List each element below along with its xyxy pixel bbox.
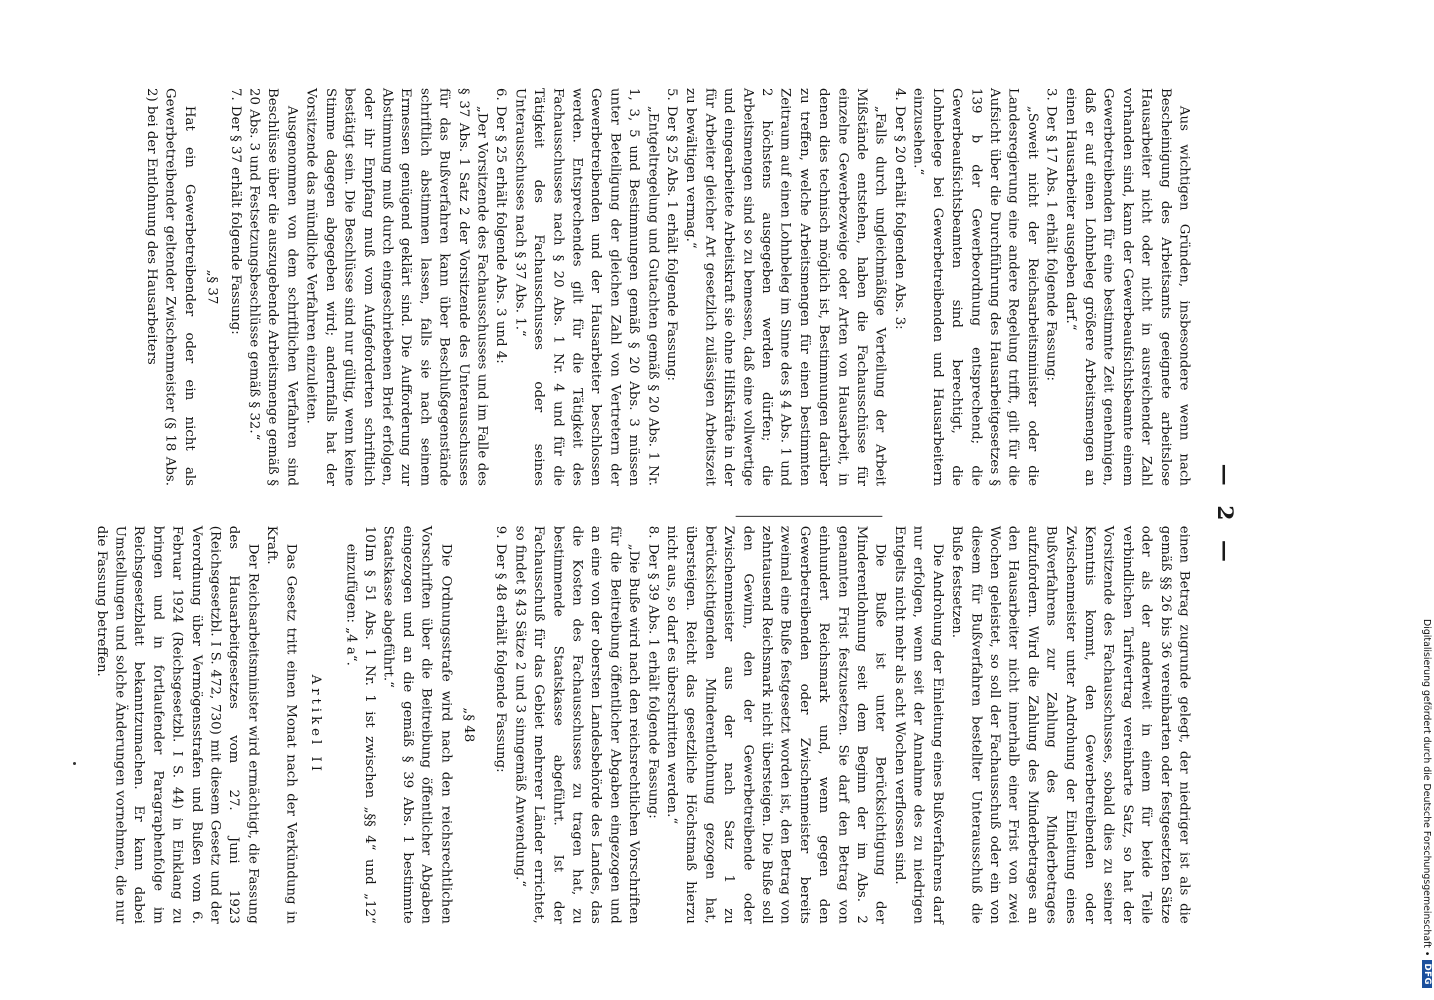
left-paragraph: Hat ein Gewerbetreibender oder ein nicht als Gewerbetreibender geltender Zwischenmeister (§ 18 Abs. 2) bei der Entlohnung des Hausarbeiters <box>144 88 197 486</box>
item-number: 5. <box>664 88 679 101</box>
dfg-logo: DFG <box>1422 960 1432 988</box>
item-text: Der § 25 Abs. 1 erhält folgende Fassung: <box>664 105 679 381</box>
item-number: 10. <box>362 525 377 547</box>
item-number: 8. <box>645 525 660 539</box>
item-text: Im § 51 Abs. 1 Nr. 1 ist zwischen „§§ 4“ und „12“ einzufügen: „4 a“. <box>343 543 377 924</box>
item-number: 7. <box>227 88 243 101</box>
item-number: 9. <box>493 525 509 539</box>
right-paragraph: Die Androhung der Einleitung eines Bußverfahrens darf nur erfolgen, wenn seit der Annahme des zu niedrigen Entgelts nicht mehr als acht Wochen verflossen sind. <box>892 525 945 924</box>
scan-speck <box>73 762 76 765</box>
item-number: 4. <box>892 88 907 101</box>
left-paragraph: „Falls durch ungleichmäßige Verteilung der Arbeit Mißstände entstehen, haben die Fachausschüsse für einzelne Gewerbezweige oder Arten von Hausarbeit, in denen dies technisch möglich ist, Bestimmungen darüber zu treffen, welche Arbeitsmengen für einen bestimmten Zeitraum auf einen Lohnbeleg im Sinne des § 4 Abs. 1 und 2 höchstens ausgegeben werden dürfen; die Arbeitsmengen sind so zu bemessen, daß eine vollwertige und eingearbeitete Arbeitskraft sie ohne Hilfskräfte in der für Arbeiter gleicher Art gesetzlich zulässigen Arbeitszeit zu bewältigen vermag.“ <box>683 88 888 486</box>
item-text: Der § 48 erhält folgende Fassung: <box>493 543 509 773</box>
page-number: — 2 — <box>1211 463 1238 568</box>
right-paragraph: Die Ordnungsstrafe wird nach den reichsrechtlichen Vorschriften über die Beitreibung öffentlicher Abgaben eingezogen und an die gemäß § 39 Abs. 1 bestimmte Staatskasse abgeführt.“ <box>380 525 453 924</box>
left-section-heading: „§ 37 <box>204 269 220 305</box>
left-numbered-item <box>890 88 909 486</box>
right-paragraph: einen Betrag zugrunde gelegt, der niedriger ist als die gemäß §§ 26 bis 36 vereinbarten oder festgesetzten Sätze oder als der anderweit in einem für beide Teile verbindlichen Tarifvertrag vereinbarte Satz, so hat der Vorsitzende des Fachausschusses, sobald dies zu seiner Kenntnis kommt, den Gewerbetreibenden oder Zwischenmeister unter Androhung der Einleitung eines Bußverfahrens zur Zahlung des Minderbetrages aufzufordern. Wird die Zahlung des Minderbetrages an den Hausarbeiter nicht innerhalb einer Frist von zwei Wochen geleistet, so soll der Fachausschuß oder ein von diesem für Bußverfahren bestellter Unterausschuß die Buße festsetzen. <box>948 525 1192 924</box>
column-divider <box>736 516 883 517</box>
right-paragraph: Das Gesetz tritt einen Monat nach der Verkündung in Kraft. <box>264 525 299 924</box>
right-column <box>91 526 1193 924</box>
item-number: 3. <box>1043 88 1059 101</box>
left-numbered-item <box>225 88 244 486</box>
item-text: Der § 37 erhält folgende Fassung: <box>227 105 243 335</box>
right-numbered-item <box>643 526 662 924</box>
funding-text: Digitalisierung gefördert durch die Deutsche Forschungsgemeinschaft • <box>1421 619 1433 957</box>
left-paragraph: „Soweit nicht der Reichsarbeitsminister oder die Landesregierung eine andere Regelung trifft, gilt für die Aufsicht über die Durchführung des Hausarbeitgesetzes § 139 b der Gewerbeordnung entsprechend; die Gewerbeaufsichtsbeamten sind berechtigt, die Lohnbelege bei Gewerbetreibenden und Hausarbeitern einzusehen.“ <box>911 88 1040 486</box>
item-text: Der § 25 erhält folgende Abs. 3 und 4: <box>493 105 509 364</box>
document-page <box>93 88 1254 944</box>
left-numbered-item <box>1042 88 1061 486</box>
right-numbered-item <box>341 526 379 924</box>
left-paragraph: Ausgenommen von dem schriftlichen Verfahren sind Beschlüsse über die auszugebende Arbeitsmenge gemäß § 20 Abs. 3 und Festsetzungsbeschlüsse gemäß § 32.“ <box>246 88 300 486</box>
page-header <box>1195 88 1254 944</box>
left-column <box>142 88 1194 486</box>
right-paragraph: Die Buße ist unter Berücksichtigung der Minderentlohnung seit dem Beginn der im Abs. 2 genannten Frist festzusetzen. Sie darf den Betrag von einhundert Reichsmark und, wenn gegen den Gewerbetreibenden oder Zwischenmeister bereits zweimal eine Buße festgesetzt worden ist, den Betrag von zehntausend Reichsmark nicht übersteigen. Die Buße soll den Gewinn, den der Gewerbetreibende oder Zwischenmeister aus der nach Satz 1 zu berücksichtigenden Minderentlohnung gezogen hat, übersteigen. Reicht das gesetzliche Höchstmaß hierzu nicht aus, so darf es überschritten werden.“ <box>664 525 888 924</box>
item-text: Der § 39 Abs. 1 erhält folgende Fassung: <box>645 543 660 819</box>
left-paragraph: „Der Vorsitzende des Fachausschusses und im Falle des § 37 Abs. 1 Satz 2 der Vorsitzende des Unterausschusses für das Bußverfahren kann über Beschlußgegenstände schriftlich abstimmen lassen, falls sie nach seinem Ermessen genügend geklärt sind. Die Aufforderung zur Abstimmung muß durch eingeschriebenen Brief erfolgen, oder ihr Empfang muß vom Aufgeforderten schriftlich bestätigt sein. Die Beschlüsse sind nur gültig, wenn keine Stimme dagegen abgegeben wird; andernfalls hat der Vorsitzende das mündliche Verfahren einzuleiten. <box>303 88 490 486</box>
left-paragraph: „Entgeltregelung und Gutachten gemäß § 20 Abs. 1 Nr. 1, 3, 5 und Bestimmungen gemäß § 20 Abs. 3 müssen unter Beteiligung der gleichen Zahl von Vertretern der Gewerbetreibenden und der Hausarbeiter beschlossen werden. Entsprechendes gilt für die Tätigkeit des Fachausschusses nach § 20 Abs. 1 Nr. 4 und für die Tätigkeit des Fachausschusses oder seines Unterausschusses nach § 37 Abs. 1.“ <box>512 88 660 486</box>
item-number: 6. <box>493 88 509 101</box>
right-paragraph: „Die Buße wird nach den reichsrechtlichen Vorschriften für die Beitreibung öffentlicher Abgaben eingezogen und an eine von der obersten Landesbehörde des Landes, das die Kosten des Fachausschusses zu tragen hat, zu bestimmende Staatskasse abgeführt. Ist der Fachausschuß für das Gebiet mehrerer Länder errichtet, so findet § 43 Sätze 2 und 3 sinngemäß Anwendung.“ <box>512 525 642 924</box>
left-paragraph: Aus wichtigen Gründen, insbesondere wenn nach Bescheinigung des Arbeitsamts geeignete arbeitslose Hausarbeiter nicht oder nicht in ausreichender Zahl vorhanden sind, kann der Gewerbeaufsichtsbeamte einem Gewerbetreibenden für eine bestimmte Zeit genehmigen, daß er auf einen Lohnbeleg größere Arbeitsmengen an einen Hausarbeiter ausgeben darf.“ <box>1062 88 1192 486</box>
right-numbered-item <box>491 526 510 924</box>
item-text: Der § 17 Abs. 1 erhält folgende Fassung: <box>1043 105 1059 381</box>
item-text: Der § 20 erhält folgenden Abs. 3: <box>892 105 907 330</box>
right-article-heading: Artikel II <box>308 674 324 776</box>
left-numbered-item <box>662 88 681 486</box>
right-section-heading: „§ 48 <box>460 707 476 743</box>
right-paragraph: Der Reichsarbeitsminister wird ermächtigt, die Fassung des Hausarbeitgesetzes vom 27. Juni 1923 (Reichsgesetzbl. I S. 472, 730) mit diesem Gesetz und der Verordnung über Vermögensstrafen und Bußen vom 6. Februar 1924 (Reichsgesetzbl. I S. 44) in Einklang zu bringen und in fortlaufender Paragraphenfolge im Reichsgesetzblatt bekanntzumachen. Er kann dabei Umstellungen und solche Änderungen vornehmen, die nur die Fassung betreffen. <box>93 525 261 924</box>
funding-note <box>1418 8 1434 988</box>
left-numbered-item <box>491 88 510 486</box>
